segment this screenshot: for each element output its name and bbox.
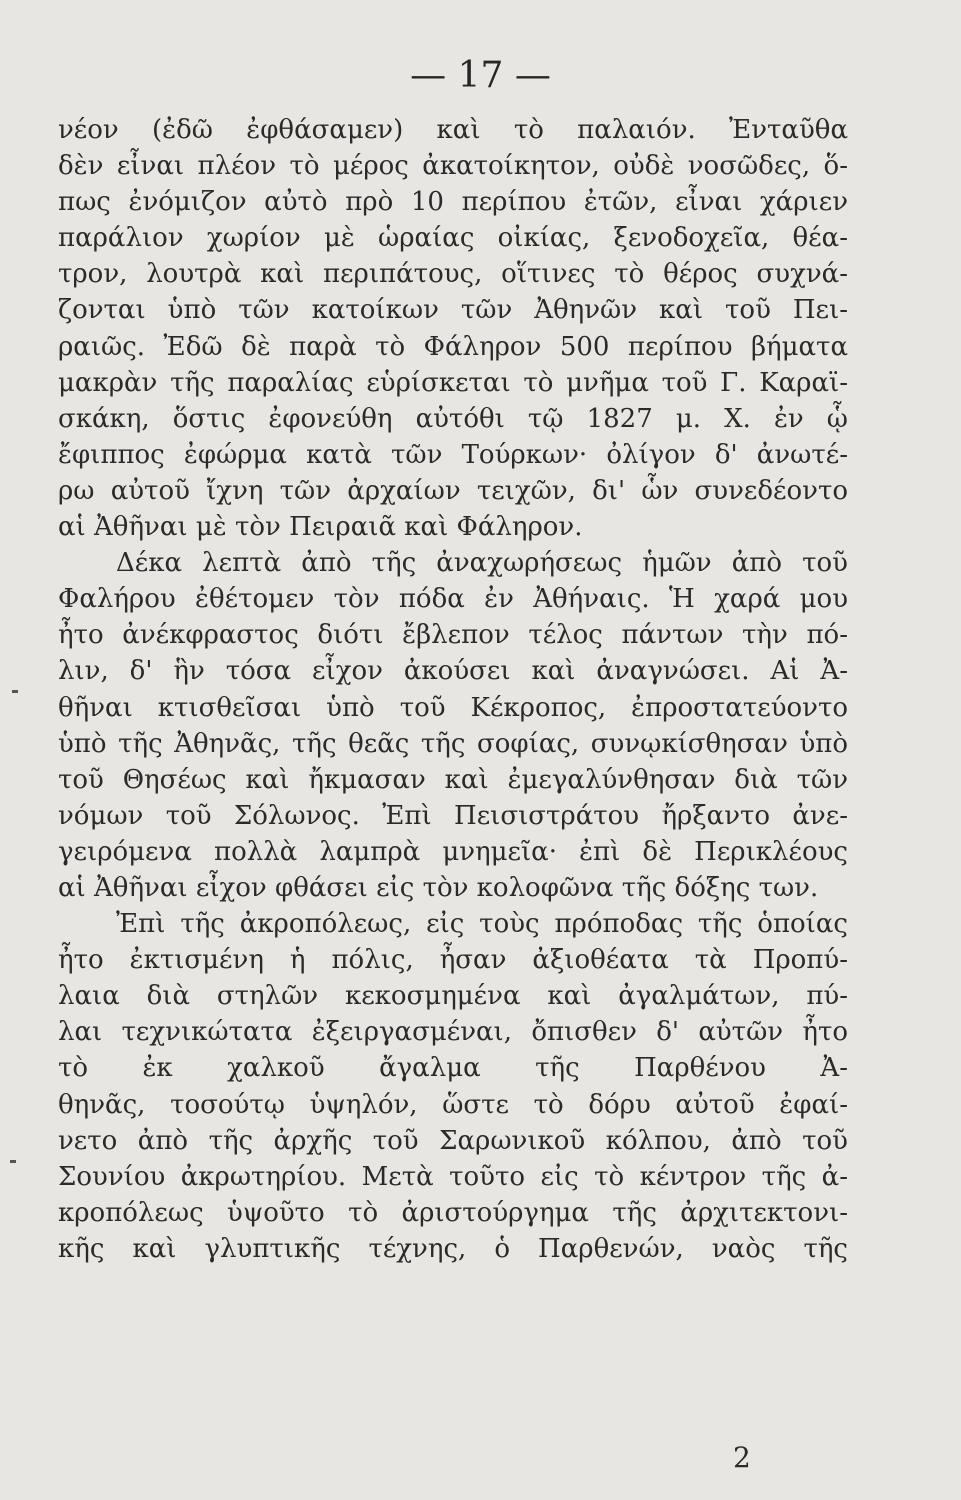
text-line: ἔφιππος ἐφώρμα κατὰ τῶν Τούρκων· ὀλίγον δ' ἀνωτέ- xyxy=(58,439,848,470)
text-line: Ἐπὶ τῆς ἀκροπόλεως, εἰς τοὺς πρόποδας τῆς ὁποίας xyxy=(116,909,848,940)
text-line: δὲν εἶναι πλέον τὸ μέρος ἀκατοίκητον, οὐδὲ νοσῶδες, ὅ- xyxy=(58,151,848,182)
text-line: νετο ἀπὸ τῆς ἀρχῆς τοῦ Σαρωνικοῦ κόλπου, ἀπὸ τοῦ xyxy=(58,1125,848,1156)
margin-mark xyxy=(12,690,18,693)
text-line: τὸ ἐκ χαλκοῦ ἄγαλμα τῆς Παρθένου Ἀ- xyxy=(58,1053,848,1084)
text-line: πως ἐνόμιζον αὐτὸ πρὸ 10 περίπου ἐτῶν, εἶναι χάριεν xyxy=(58,187,848,218)
text-line: τρον, λουτρὰ καὶ περιπάτους, οἵτινες τὸ θέρος συχνά- xyxy=(58,259,848,290)
text-line: σκάκη, ὅστις ἐφονεύθη αὐτόθι τῷ 1827 μ. Χ. ἐν ᾧ xyxy=(58,403,848,434)
text-line: νέον (ἐδῶ ἐφθάσαμεν) καὶ τὸ παλαιόν. Ἐνταῦθα xyxy=(58,115,848,145)
text-line: ζονται ὑπὸ τῶν κατοίκων τῶν Ἀθηνῶν καὶ τοῦ Πει- xyxy=(58,295,848,326)
text-line: λαια διὰ στηλῶν κεκοσμημένα καὶ ἀγαλμάτων, πύ- xyxy=(58,981,848,1012)
text-line: γειρόμενα πολλὰ λαμπρὰ μνημεῖα· ἐπὶ δὲ Περικλέους xyxy=(58,836,848,867)
body-text xyxy=(58,112,848,1267)
text-line: Δέκα λεπτὰ ἀπὸ τῆς ἀναχωρήσεως ἡμῶν ἀπὸ τοῦ xyxy=(116,548,848,579)
text-line: Φαλήρου ἐθέτομεν τὸν πόδα ἐν Ἀθήναις. Ἡ χαρά μου xyxy=(58,584,848,615)
text-line: παράλιον χωρίον μὲ ὡραίας οἰκίας, ξενοδοχεῖα, θέα- xyxy=(58,223,848,254)
text-line: κροπόλεως ὑψοῦτο τὸ ἀριστούργημα τῆς ἀρχιτεκτονι- xyxy=(58,1197,848,1228)
signature-mark: 2 xyxy=(733,1441,751,1474)
text-line: θηνᾶς, τοσούτῳ ὑψηλόν, ὥστε τὸ δόρυ αὐτοῦ ἐφαί- xyxy=(58,1089,848,1120)
text-line: ὑπὸ τῆς Ἀθηνᾶς, τῆς θεᾶς τῆς σοφίας, συνῳκίσθησαν ὑπὸ xyxy=(58,728,848,759)
margin-mark xyxy=(10,1160,16,1163)
text-line: ραιῶς. Ἐδῶ δὲ παρὰ τὸ Φάληρον 500 περίπου βήματα xyxy=(58,331,848,362)
text-line: λιν, δ' ἣν τόσα εἶχον ἀκούσει καὶ ἀναγνώσει. Αἱ Ἀ- xyxy=(58,656,848,687)
text-line: κῆς καὶ γλυπτικῆς τέχνης, ὁ Παρθενών, ναὸς τῆς xyxy=(58,1233,848,1264)
text-line: αἱ Ἀθῆναι εἶχον φθάσει εἰς τὸν κολοφῶνα τῆς δόξης των. xyxy=(58,872,819,903)
text-line: ἦτο ἀνέκφραστος διότι ἔβλεπον τέλος πάντων τὴν πό- xyxy=(58,620,848,651)
page-number: — 17 — xyxy=(410,55,551,96)
text-line: ἦτο ἐκτισμένη ἡ πόλις, ἦσαν ἀξιοθέατα τὰ Προπύ- xyxy=(58,945,848,976)
text-line: νόμων τοῦ Σόλωνος. Ἐπὶ Πεισιστράτου ἤρξαντο ἀνε- xyxy=(58,800,848,831)
text-line: θῆναι κτισθεῖσαι ὑπὸ τοῦ Κέκροπος, ἐπροστατεύοντο xyxy=(58,692,848,723)
text-line: Σουνίου ἀκρωτηρίου. Μετὰ τοῦτο εἰς τὸ κέντρον τῆς ἀ- xyxy=(58,1161,848,1192)
text-line: ρω αὐτοῦ ἴχνη τῶν ἀρχαίων τειχῶν, δι' ὧν συνεδέοντο xyxy=(58,475,848,506)
text-line: αἱ Ἀθῆναι μὲ τὸν Πειραιᾶ καὶ Φάληρον. xyxy=(58,512,583,543)
text-line: λαι τεχνικώτατα ἐξειργασμέναι, ὄπισθεν δ' αὐτῶν ἦτο xyxy=(58,1017,848,1048)
text-line: τοῦ Θησέως καὶ ἤκμασαν καὶ ἐμεγαλύνθησαν διὰ τῶν xyxy=(58,764,848,795)
text-line: μακρὰν τῆς παραλίας εὑρίσκεται τὸ μνῆμα τοῦ Γ. Καραϊ- xyxy=(58,367,848,398)
